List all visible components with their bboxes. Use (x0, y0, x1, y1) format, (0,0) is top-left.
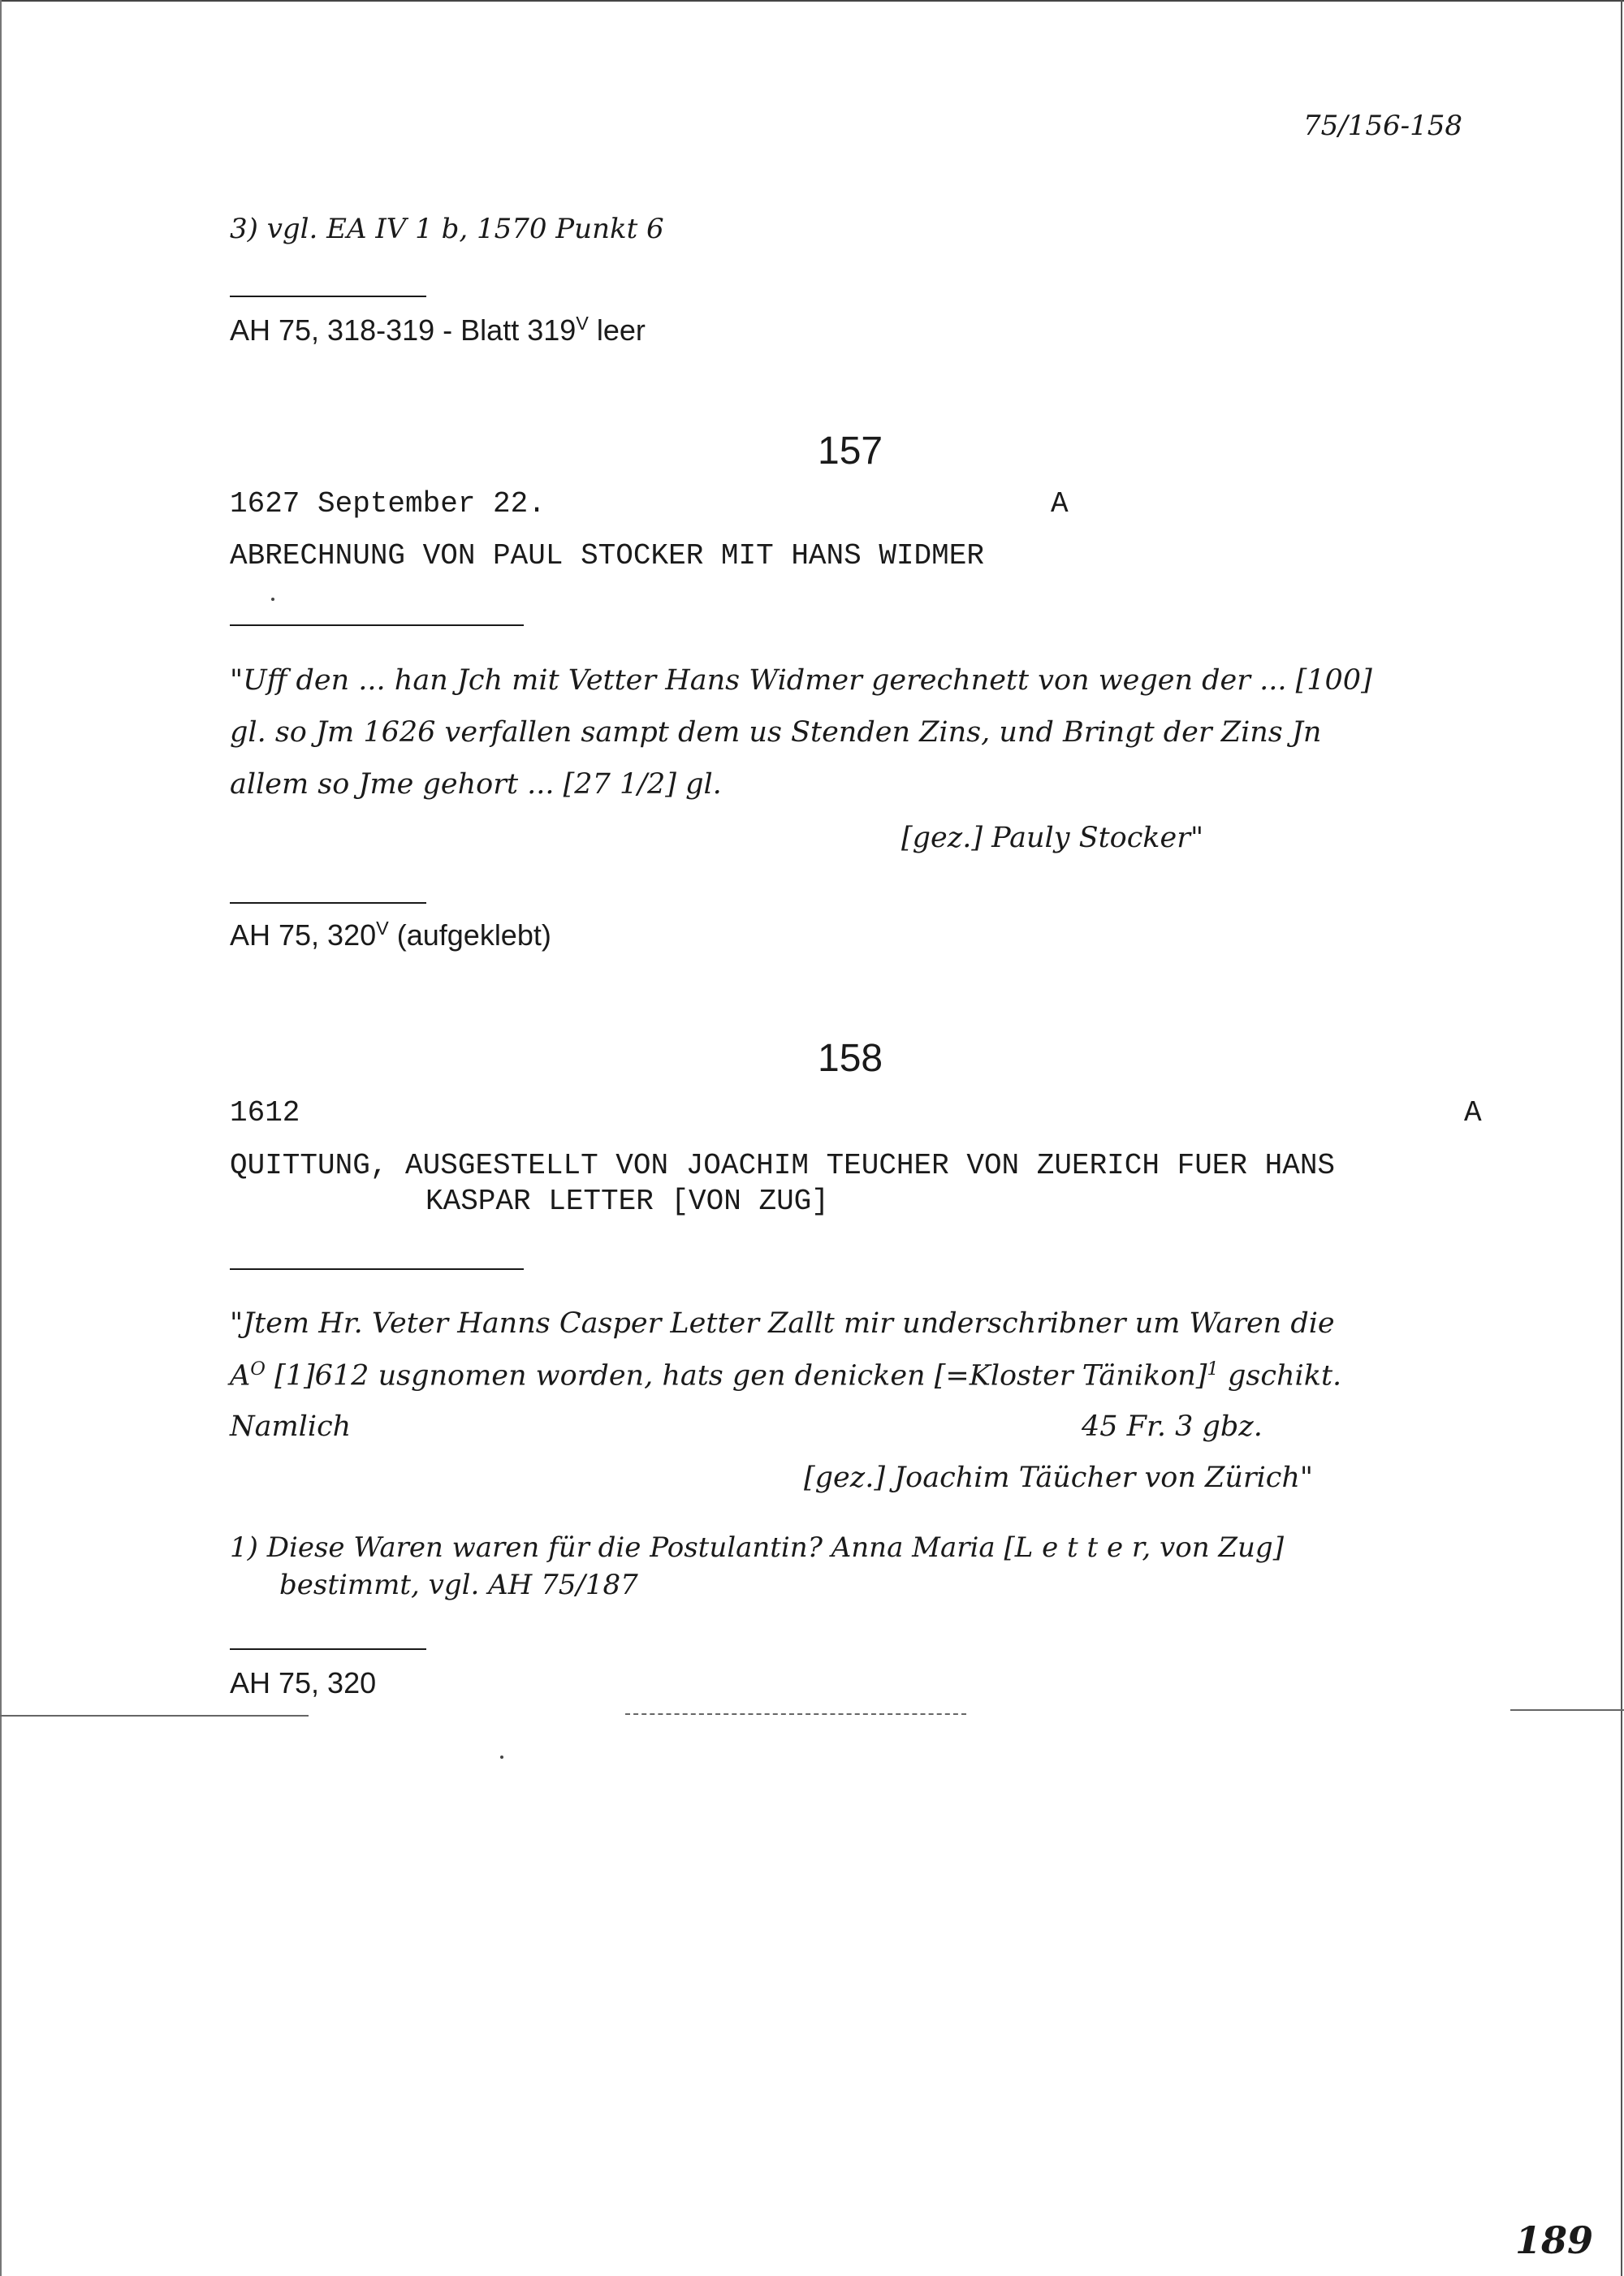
source-text: AH 75, 320 (230, 918, 377, 952)
document-mark-157: A (1051, 487, 1069, 520)
document-title-158-line1: QUITTUNG, AUSGESTELLT VON JOACHIM TEUCHER VON ZUERICH FUER HANS (230, 1149, 1336, 1182)
folio-number: 189 (1515, 2218, 1594, 2262)
signature-157: [gez.] Pauly Stocker" (901, 822, 1204, 854)
text-segment: [1]612 usgnomen worden, hats gen denicken [=Kloster Tänikon] (265, 1359, 1207, 1393)
page-edge-right (1621, 0, 1622, 2276)
footnote-158-line2: bestimmt, vgl. AH 75/187 (279, 1569, 638, 1601)
previous-footnote: 3) vgl. EA IV 1 b, 1570 Punkt 6 (230, 213, 664, 245)
pasted-slip-edge (625, 1713, 966, 1715)
signature-158: [gez.] Joachim Täücher von Zürich" (804, 1462, 1314, 1494)
page-edge-left (0, 0, 2, 2276)
previous-source (230, 313, 646, 348)
page-edge-top (0, 0, 1624, 2)
text-line-157-3: allem so Jme gehort ... [27 1/2] gl. (230, 768, 722, 801)
text-line-158-3-left: Namlich (230, 1410, 352, 1443)
document-number-157: 157 (818, 430, 883, 473)
text-line-158-1: "Jtem Hr. Veter Hanns Casper Letter Zallt mir underschribner um Waren die (230, 1307, 1335, 1340)
source-158: AH 75, 320 (230, 1666, 377, 1699)
text-line-158-2 (230, 1358, 1341, 1393)
footnote-rule (230, 296, 426, 297)
title-rule-158 (230, 1268, 524, 1270)
source-157 (230, 918, 551, 952)
page-reference: 75/156-158 (1303, 110, 1462, 142)
text-line-157-1: "Uff den ... han Jch mit Vetter Hans Widmer gerechnett von wegen der ... [100] (230, 664, 1372, 697)
pasted-slip-edge (1510, 1709, 1624, 1711)
document-date-158: 1612 (230, 1096, 300, 1129)
source-rule-157 (230, 902, 426, 904)
source-text: AH 75, 318-319 - Blatt 319 (230, 313, 577, 347)
footnote-158-line1: 1) Diese Waren waren für die Postulantin? Anna Maria [L e t t e r, von Zug] (230, 1531, 1284, 1564)
document-title-158-line2: KASPAR LETTER [VON ZUG] (425, 1185, 829, 1218)
ink-speck (271, 598, 274, 601)
source-rule-158 (230, 1648, 426, 1650)
source-superscript: V (376, 918, 389, 939)
pasted-slip-edge (0, 1715, 309, 1717)
superscript-o: O (250, 1358, 266, 1380)
title-rule-157 (230, 624, 524, 626)
document-mark-158: A (1464, 1096, 1482, 1129)
text-segment: gschikt. (1218, 1359, 1342, 1393)
source-superscript: V (576, 313, 589, 334)
document-title-157: ABRECHNUNG VON PAUL STOCKER MIT HANS WIDMER (230, 539, 984, 572)
document-date-157: 1627 September 22. (230, 487, 546, 520)
text-segment: A (230, 1359, 251, 1393)
text-line-157-2: gl. so Jm 1626 verfallen sampt dem us Stenden Zins, und Bringt der Zins Jn (230, 716, 1322, 749)
footnote-marker: 1 (1207, 1358, 1219, 1380)
ink-speck (500, 1756, 503, 1759)
source-tail: (aufgeklebt) (388, 918, 551, 952)
text-line-158-3-right: 45 Fr. 3 gbz. (1082, 1410, 1263, 1443)
document-number-158: 158 (818, 1037, 883, 1080)
source-tail: leer (588, 313, 646, 347)
